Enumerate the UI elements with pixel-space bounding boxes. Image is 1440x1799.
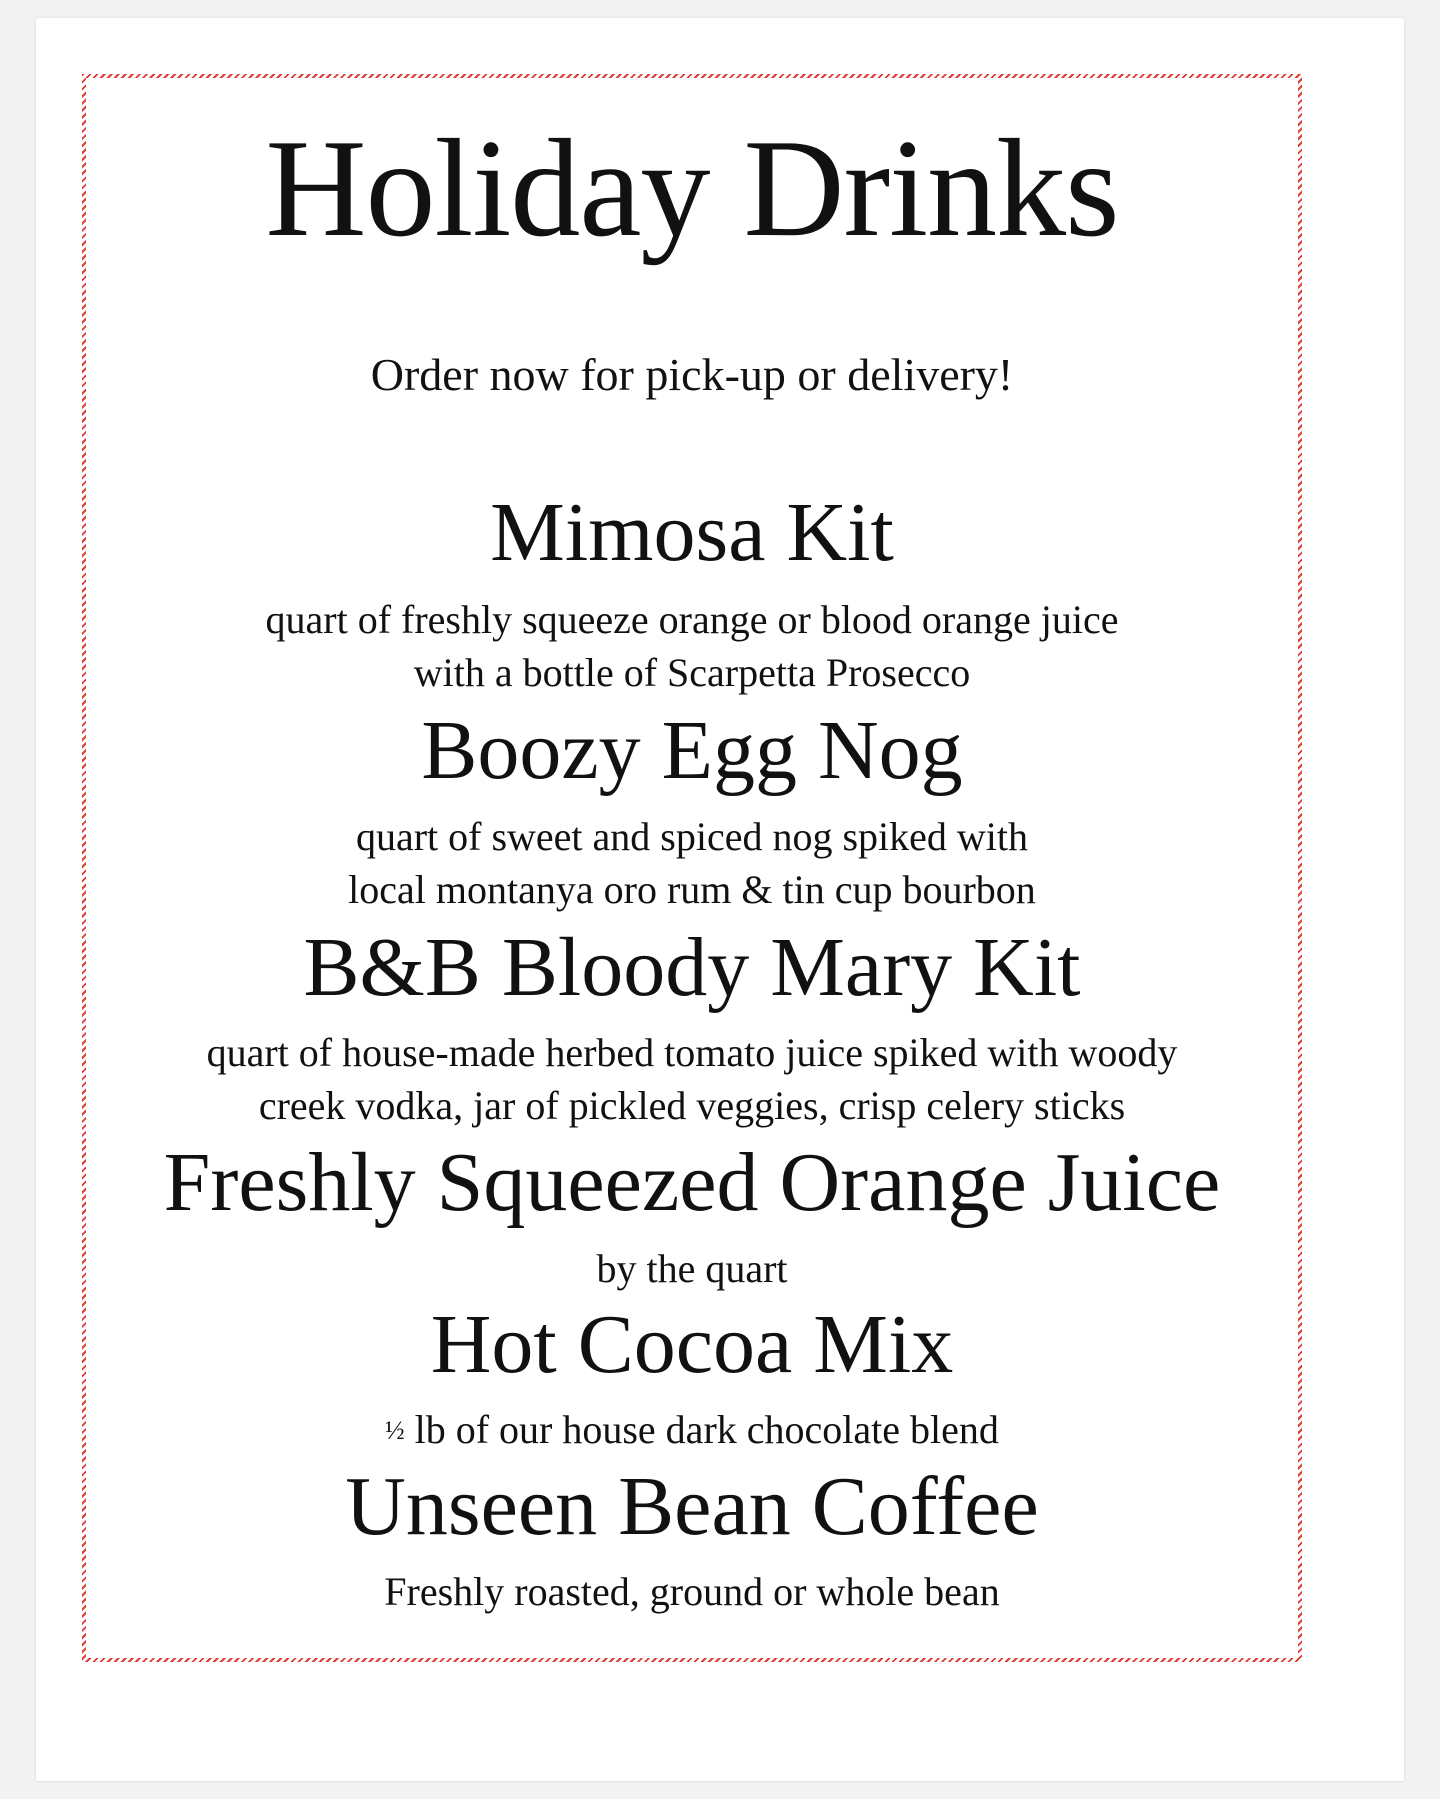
item-desc-line: quart of sweet and spiced nog spiked with [355, 814, 1029, 859]
item-desc-line: quart of freshly squeeze orange or blood orange juice [265, 597, 1119, 642]
item-desc-line [86, 1403, 1298, 1457]
item-desc-text: lb of our house dark chocolate blend [414, 1407, 999, 1452]
page-title: Holiday Drinks [265, 111, 1119, 266]
fraction-half: ½ [385, 1416, 405, 1445]
order-subtitle: Order now for pick-up or delivery! [370, 349, 1014, 400]
item-name-mimosa-kit: Mimosa Kit [490, 486, 894, 579]
item-desc-line: quart of house-made herbed tomato juice spiked with woody [206, 1030, 1178, 1075]
item-name-orange-juice: Freshly Squeezed Orange Juice [163, 1136, 1221, 1229]
item-desc-line: by the quart [596, 1246, 788, 1291]
item-desc-line: with a bottle of Scarpetta Prosecco [413, 650, 971, 695]
item-name-boozy-egg-nog: Boozy Egg Nog [421, 704, 963, 797]
item-desc-line: Freshly roasted, ground or whole bean [384, 1569, 1000, 1614]
item-desc-line: local montanya oro rum & tin cup bourbon [348, 867, 1036, 912]
item-name-unseen-bean-coffee: Unseen Bean Coffee [345, 1460, 1039, 1553]
item-name-bloody-mary-kit: B&B Bloody Mary Kit [303, 921, 1081, 1014]
menu-content [86, 78, 1298, 1658]
item-name-hot-cocoa-mix: Hot Cocoa Mix [430, 1298, 954, 1391]
item-desc-line: creek vodka, jar of pickled veggies, crisp celery sticks [258, 1083, 1126, 1128]
